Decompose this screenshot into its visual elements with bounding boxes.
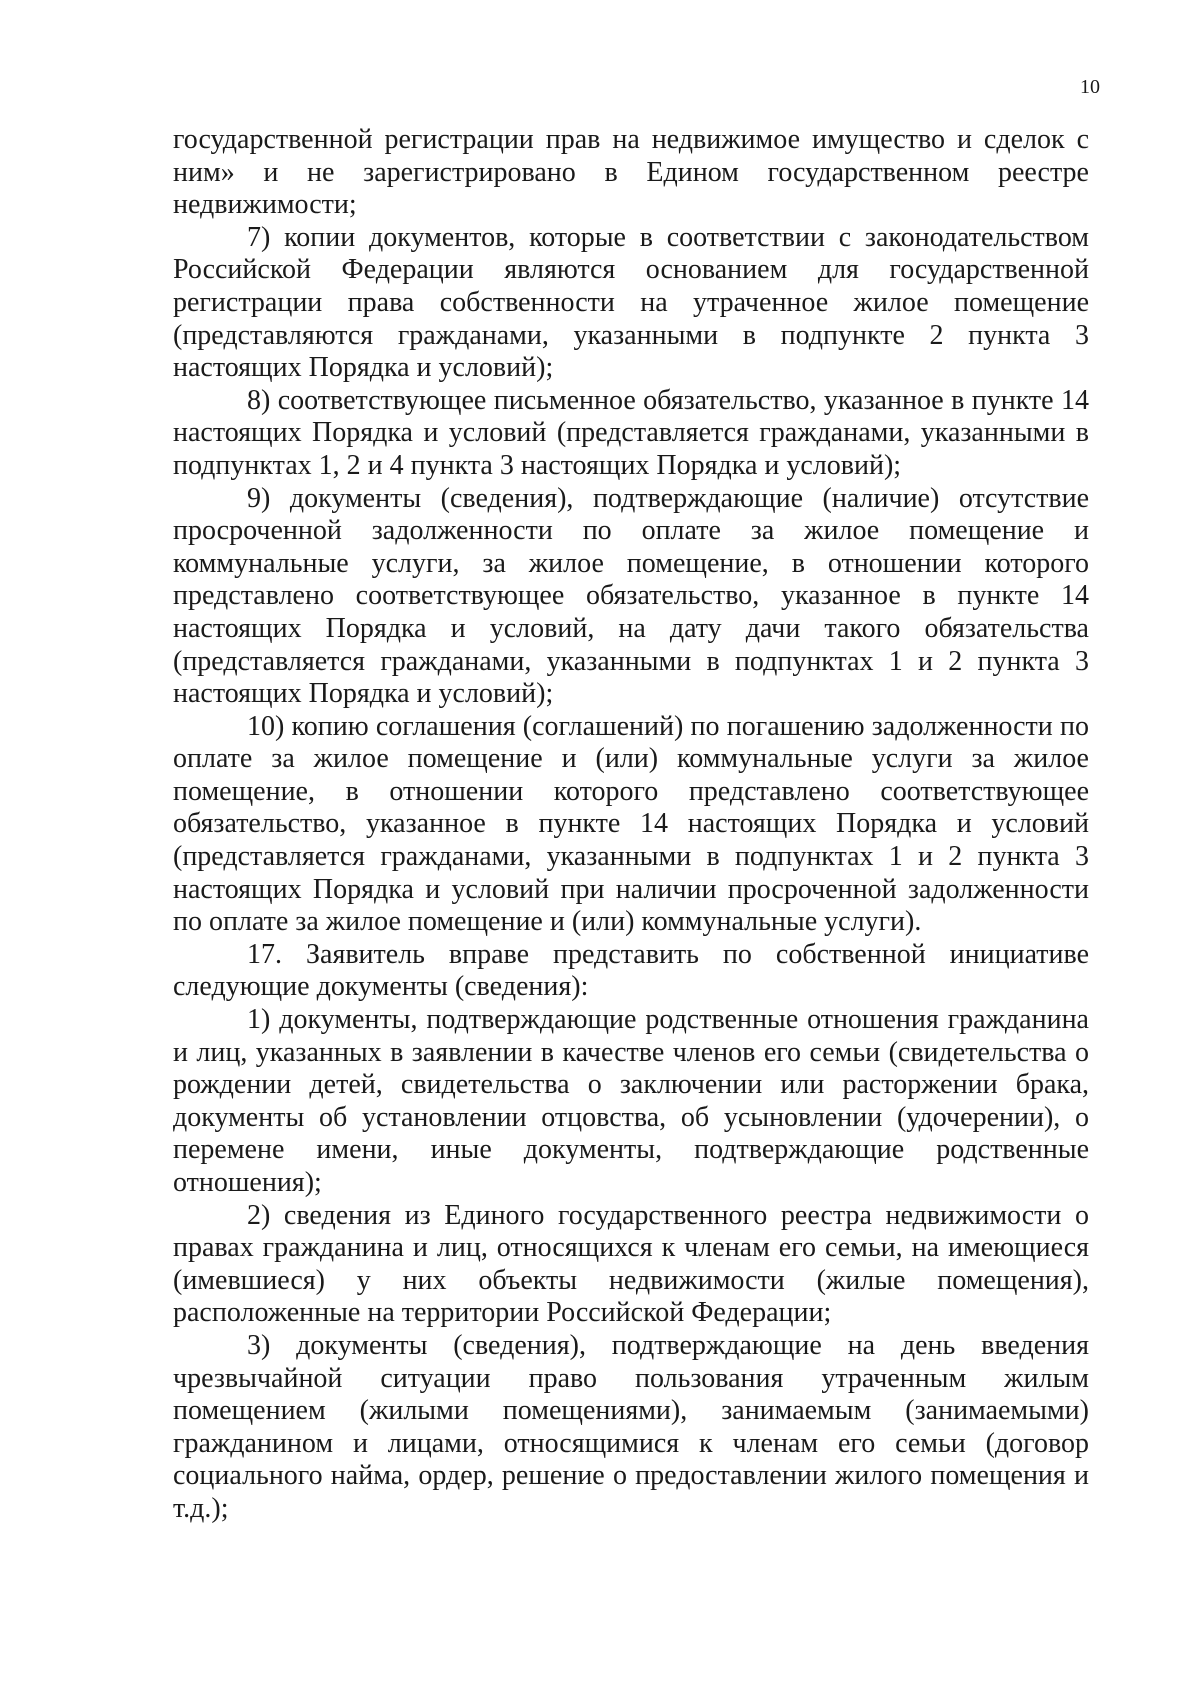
paragraph-clause-17: 17. Заявитель вправе представить по собственной инициативе следующие документы (сведения): bbox=[173, 938, 1089, 1003]
paragraph-continuation: государственной регистрации прав на недвижимое имущество и сделок с ним» и не зарегистрировано в Едином государственном реестре недвижимости; bbox=[173, 124, 1089, 221]
page-number: 10 bbox=[1080, 76, 1100, 98]
paragraph-item-9: 9) документы (сведения), подтверждающие (наличие) отсутствие просроченной задолженности по оплате за жилое помещение и коммунальные услуги, за жилое помещение, в отношении которого представлено соответствующее обязательство, указанное в пункте 14 настоящих Порядка и условий, на дату дачи такого обязательства (представляется гражданами, указанными в подпунктах 1 и 2 пункта 3 настоящих Порядка и условий); bbox=[173, 482, 1089, 710]
paragraph-item-10: 10) копию соглашения (соглашений) по погашению задолженности по оплате за жилое помещение и (или) коммунальные услуги за жилое помещение, в отношении которого представлено соответствующее обязательство, указанное в пункте 14 настоящих Порядка и условий (представляется гражданами, указанными в подпунктах 1 и 2 пункта 3 настоящих Порядка и условий при наличии просроченной задолженности по оплате за жилое помещение и (или) коммунальные услуги). bbox=[173, 710, 1089, 938]
paragraph-subitem-2: 2) сведения из Единого государственного реестра недвижимости о правах гражданина и лиц, относящихся к членам его семьи, на имеющиеся (имевшиеся) у них объекты недвижимости (жилые помещения), расположенные на территории Российской Федерации; bbox=[173, 1199, 1089, 1329]
paragraph-subitem-1: 1) документы, подтверждающие родственные отношения гражданина и лиц, указанных в заявлении в качестве членов его семьи (свидетельства о рождении детей, свидетельства о заключении или расторжении брака, документы об установлении отцовства, об усыновлении (удочерении), о перемене имени, иные документы, подтверждающие родственные отношения); bbox=[173, 1004, 1089, 1198]
paragraph-item-7: 7) копии документов, которые в соответствии с законодательством Российской Федерации являются основанием для государственной регистрации права собственности на утраченное жилое помещение (представляются гражданами, указанными в подпункте 2 пункта 3 настоящих Порядка и условий); bbox=[173, 221, 1089, 384]
paragraph-subitem-3: 3) документы (сведения), подтверждающие на день введения чрезвычайной ситуации право пользования утраченным жилым помещением (жилыми помещениями), занимаемым (занимаемыми) гражданином и лицами, относящимися к членам его семьи (договор социального найма, ордер, решение о предоставлении жилого помещения и т.д.); bbox=[173, 1329, 1089, 1524]
paragraph-item-8: 8) соответствующее письменное обязательство, указанное в пункте 14 настоящих Порядка и условий (представляется гражданами, указанными в подпунктах 1, 2 и 4 пункта 3 настоящих Порядка и условий); bbox=[173, 384, 1089, 481]
document-body bbox=[173, 124, 1089, 1526]
